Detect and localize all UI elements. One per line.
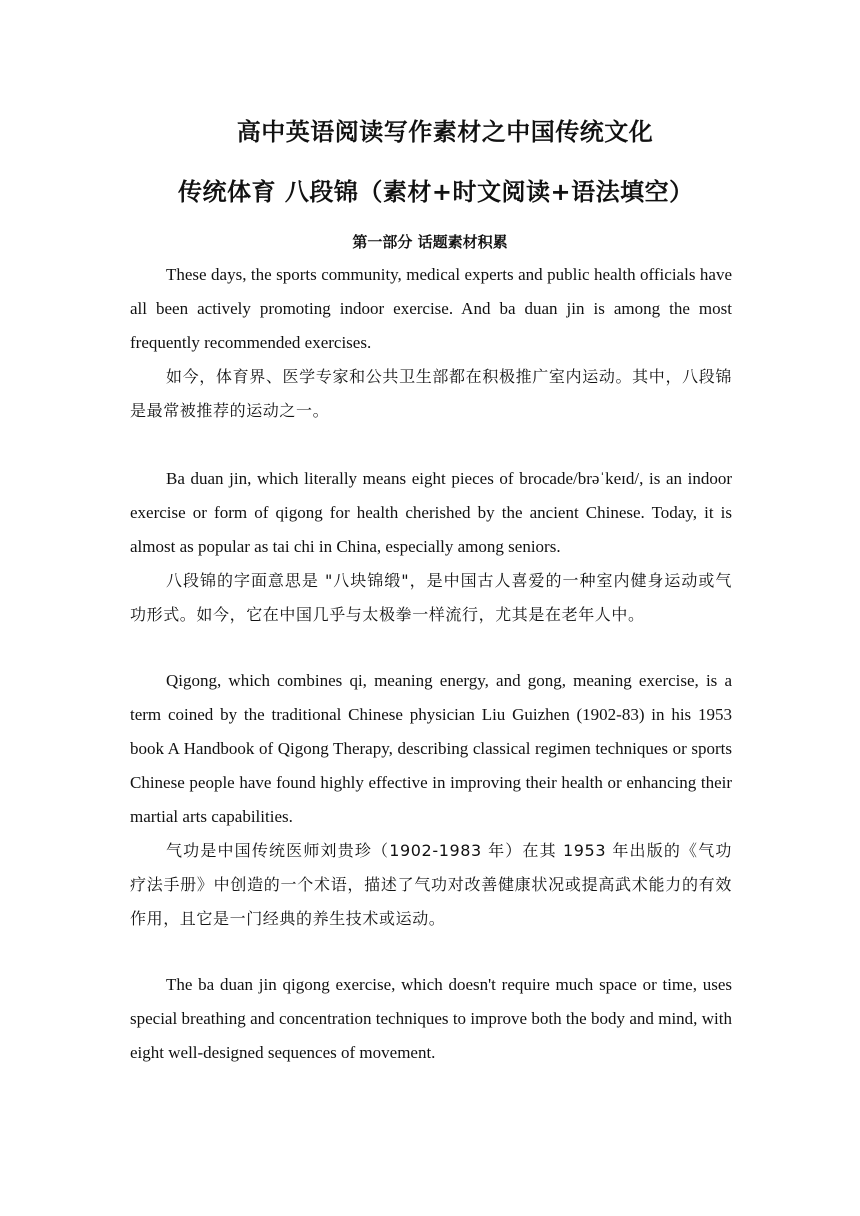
document-subtitle: 传统体育 八段锦（素材+时文阅读+语法填空）: [178, 178, 694, 206]
paragraph-english-1: These days, the sports community, medical experts and public health officials have all been actively promoting indoor exercise. And ba duan jin is among the most frequently recommended exercises.: [130, 265, 732, 352]
section-heading: 第一部分 话题素材积累: [352, 233, 508, 251]
document-title: 高中英语阅读写作素材之中国传统文化: [236, 118, 654, 146]
paragraph-chinese-1: 如今，体育界、医学专家和公共卫生部都在积极推广室内运动。其中，八段锦是最常被推荐的运动之一。: [130, 367, 732, 420]
paragraph-chinese-2: 八段锦的字面意思是 "八块锦缎"，是中国古人喜爱的一种室内健身运动或气功形式。如今，它在中国几乎与太极拳一样流行，尤其是在老年人中。: [130, 571, 732, 624]
paragraph-chinese-3: 气功是中国传统医师刘贵珍（1902-1983 年）在其 1953 年出版的《气功疗法手册》中创造的一个术语，描述了气功对改善健康状况或提高武术能力的有效作用，且它是一门经典的养生技术或运动。: [130, 841, 732, 928]
paragraph-english-4: The ba duan jin qigong exercise, which doesn't require much space or time, uses special breathing and concentration techniques to improve both the body and mind, with eight well-designed sequences of movement.: [130, 975, 732, 1062]
paragraph-english-2: Ba duan jin, which literally means eight pieces of brocade/brəˈkeɪd/, is an indoor exercise or form of qigong for health cherished by the ancient Chinese. Today, it is almost as popular as tai chi in China, especially among seniors.: [130, 469, 732, 556]
paragraph-english-3: Qigong, which combines qi, meaning energy, and gong, meaning exercise, is a term coined by the traditional Chinese physician Liu Guizhen (1902-83) in his 1953 book A Handbook of Qigong Therapy, describing classical regimen techniques or sports Chinese people have found highly effective in improving their health or enhancing their martial arts capabilities.: [130, 671, 732, 826]
